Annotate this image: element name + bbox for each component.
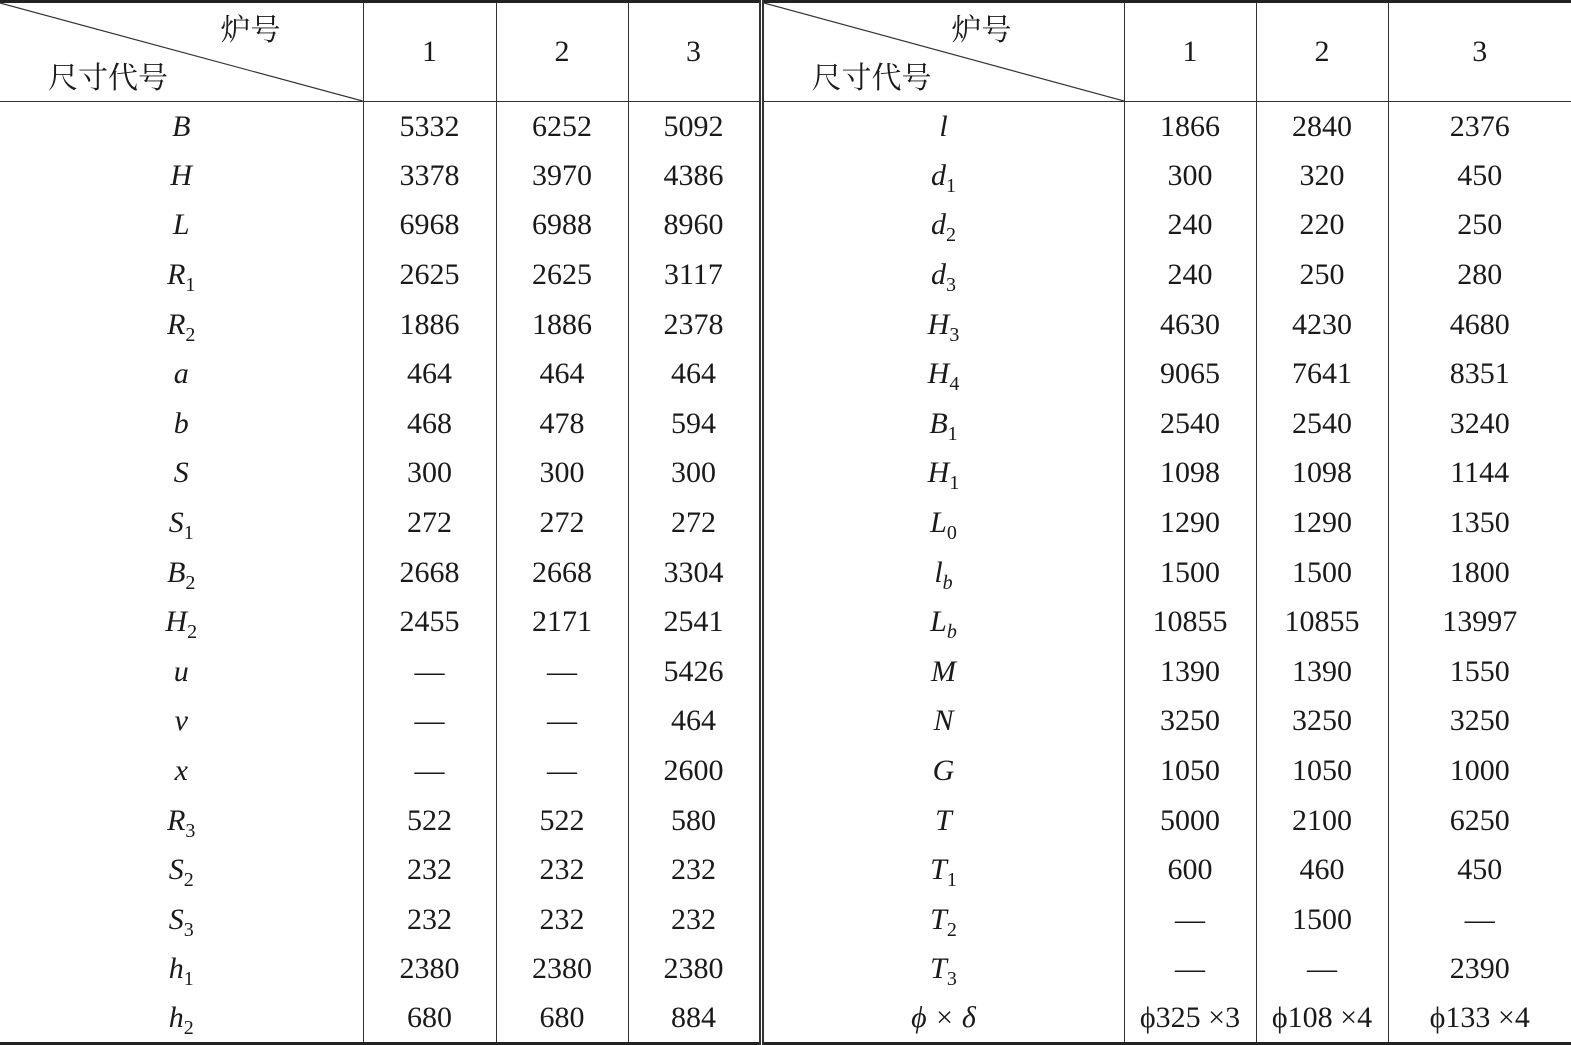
- furnace-3-value: 250: [1388, 201, 1571, 251]
- code-subscript: 2: [187, 621, 198, 644]
- furnace-2-value: 478: [496, 399, 628, 449]
- code-symbol: S: [168, 506, 184, 540]
- dimension-code-right: [761, 647, 1124, 697]
- dimension-code-left: [0, 300, 363, 350]
- code-subscript: 2: [946, 224, 956, 247]
- furnace-1-value: 1098: [1124, 449, 1256, 499]
- code-symbol: S: [173, 456, 189, 490]
- code-symbol: L: [930, 506, 947, 540]
- furnace-3-value: 232: [628, 845, 761, 895]
- furnace-1-value: 3250: [1124, 697, 1256, 747]
- dimension-code-left: [0, 746, 363, 796]
- dimension-code-right: [761, 597, 1124, 647]
- code-subscript: 3: [949, 323, 960, 346]
- furnace-3-value: —: [1388, 895, 1571, 945]
- furnace-2-value: 522: [496, 796, 628, 846]
- furnace-2-value: 1098: [1256, 449, 1388, 499]
- code-symbol: N: [933, 704, 954, 738]
- code-symbol: v: [174, 704, 188, 738]
- furnace-3-value: 280: [1388, 250, 1571, 300]
- furnace-3-value: 3250: [1388, 697, 1571, 747]
- dimension-code-left: [0, 845, 363, 895]
- furnace-3-value: 300: [628, 449, 761, 499]
- code-symbol: d: [931, 258, 946, 292]
- dimension-code-left: [0, 498, 363, 548]
- dimension-code-left: [0, 151, 363, 201]
- furnace-1-value: 680: [363, 994, 496, 1044]
- diagonal-header-right: [761, 2, 1124, 102]
- furnace-2-value: 3970: [496, 151, 628, 201]
- table-row: [0, 994, 1571, 1044]
- furnace-2-value: —: [496, 647, 628, 697]
- code-symbol: B: [172, 109, 191, 143]
- dimension-code-left: [0, 399, 363, 449]
- furnace-3-value: 464: [628, 349, 761, 399]
- header-row: [0, 2, 1571, 102]
- dimension-code-left: [0, 647, 363, 697]
- dimension-code-left: [0, 102, 363, 152]
- dimension-code-right: [761, 449, 1124, 499]
- furnace-label: 炉号: [951, 14, 1012, 47]
- dimension-code-left: [0, 349, 363, 399]
- furnace-2-header: 2: [1256, 2, 1388, 102]
- dimension-code-right: [761, 945, 1124, 995]
- code-subscript: 1: [947, 422, 958, 445]
- dimension-code-right: [761, 399, 1124, 449]
- furnace-3-header: 3: [628, 2, 761, 102]
- table-row: [0, 647, 1571, 697]
- furnace-3-value: 2376: [1388, 102, 1571, 152]
- dimension-code-label: 尺寸代号: [811, 62, 932, 95]
- furnace-1-value: 464: [363, 349, 496, 399]
- code-subscript: 3: [946, 274, 956, 297]
- dimension-code-right: [761, 201, 1124, 251]
- furnace-1-header: 1: [1124, 2, 1256, 102]
- furnace-1-value: —: [363, 746, 496, 796]
- dimension-code-right: [761, 895, 1124, 945]
- furnace-1-value: —: [363, 647, 496, 697]
- table-row: [0, 102, 1571, 152]
- furnace-2-value: 1886: [496, 300, 628, 350]
- code-symbol: L: [930, 605, 947, 639]
- code-symbol: T: [930, 853, 947, 887]
- furnace-2-value: 1390: [1256, 647, 1388, 697]
- furnace-1-value: 468: [363, 399, 496, 449]
- furnace-1-value: —: [1124, 945, 1256, 995]
- table-row: [0, 548, 1571, 598]
- table-row: [0, 399, 1571, 449]
- code-symbol: H: [170, 158, 193, 192]
- code-subscript: 2: [183, 1017, 194, 1040]
- code-symbol: L: [172, 208, 190, 242]
- table-row: [0, 895, 1571, 945]
- furnace-3-value: 8351: [1388, 349, 1571, 399]
- table-row: [0, 697, 1571, 747]
- furnace-3-value: 1800: [1388, 548, 1571, 598]
- furnace-2-value: 2625: [496, 250, 628, 300]
- dimension-code-left: [0, 449, 363, 499]
- table-row: [0, 151, 1571, 201]
- furnace-3-value: 3117: [628, 250, 761, 300]
- furnace-1-value: 4630: [1124, 300, 1256, 350]
- code-subscript: 2: [183, 869, 194, 892]
- furnace-3-value: 2380: [628, 945, 761, 995]
- table-row: [0, 845, 1571, 895]
- code-subscript: 3: [946, 968, 957, 991]
- dimension-code-left: [0, 945, 363, 995]
- furnace-1-value: 300: [1124, 151, 1256, 201]
- furnace-3-value: 5092: [628, 102, 761, 152]
- furnace-1-value: ϕ325 ×3: [1124, 994, 1256, 1044]
- furnace-2-value: 232: [496, 845, 628, 895]
- code-subscript: 1: [949, 472, 960, 495]
- furnace-3-value: 8960: [628, 201, 761, 251]
- furnace-2-value: 300: [496, 449, 628, 499]
- furnace-1-value: 2455: [363, 597, 496, 647]
- furnace-2-value: 2380: [496, 945, 628, 995]
- code-symbol: b: [173, 406, 189, 440]
- furnace-1-value: 2380: [363, 945, 496, 995]
- furnace-3-value: 1144: [1388, 449, 1571, 499]
- code-subscript: 3: [185, 819, 196, 842]
- code-symbol: d: [931, 158, 946, 192]
- furnace-2-value: 1500: [1256, 895, 1388, 945]
- code-symbol: h: [168, 1001, 184, 1035]
- code-symbol: G: [932, 754, 955, 788]
- furnace-1-value: 232: [363, 895, 496, 945]
- furnace-3-value: 3240: [1388, 399, 1571, 449]
- dimension-code-left: [0, 895, 363, 945]
- furnace-1-value: 300: [363, 449, 496, 499]
- code-subscript: 1: [946, 869, 957, 892]
- table-row: [0, 746, 1571, 796]
- code-subscript: 1: [183, 522, 194, 545]
- table-row: [0, 349, 1571, 399]
- furnace-3-value: 5426: [628, 647, 761, 697]
- furnace-1-value: 272: [363, 498, 496, 548]
- furnace-3-value: 450: [1388, 845, 1571, 895]
- code-symbol: h: [168, 952, 184, 986]
- furnace-2-value: 6252: [496, 102, 628, 152]
- furnace-3-value: 1350: [1388, 498, 1571, 548]
- furnace-3-value: 580: [628, 796, 761, 846]
- furnace-2-value: 320: [1256, 151, 1388, 201]
- code-symbol: T: [930, 952, 947, 986]
- dimension-code-right: [761, 548, 1124, 598]
- dimension-code-right: [761, 845, 1124, 895]
- dimension-code-right: [761, 746, 1124, 796]
- code-symbol: R: [167, 258, 186, 292]
- table-row: [0, 250, 1571, 300]
- furnace-1-value: —: [1124, 895, 1256, 945]
- furnace-2-value: 4230: [1256, 300, 1388, 350]
- dimension-code-right: [761, 498, 1124, 548]
- code-symbol: a: [173, 357, 189, 391]
- furnace-1-value: 1290: [1124, 498, 1256, 548]
- dimension-code-right: [761, 697, 1124, 747]
- furnace-1-header: 1: [363, 2, 496, 102]
- dimension-code-left: [0, 994, 363, 1044]
- furnace-2-value: 232: [496, 895, 628, 945]
- furnace-3-value: 6250: [1388, 796, 1571, 846]
- furnace-3-value: 3304: [628, 548, 761, 598]
- furnace-2-value: 1500: [1256, 548, 1388, 598]
- furnace-1-value: 10855: [1124, 597, 1256, 647]
- code-symbol: H: [927, 307, 950, 341]
- furnace-2-value: 460: [1256, 845, 1388, 895]
- furnace-3-value: 450: [1388, 151, 1571, 201]
- furnace-3-value: 272: [628, 498, 761, 548]
- code-symbol: R: [167, 307, 186, 341]
- dimension-code-right: [761, 300, 1124, 350]
- furnace-2-value: 1050: [1256, 746, 1388, 796]
- furnace-3-value: 2600: [628, 746, 761, 796]
- code-symbol: T: [935, 803, 952, 837]
- furnace-1-value: 522: [363, 796, 496, 846]
- furnace-label: 炉号: [220, 14, 281, 47]
- furnace-1-value: 5000: [1124, 796, 1256, 846]
- code-symbol: x: [174, 754, 188, 788]
- furnace-1-value: —: [363, 697, 496, 747]
- furnace-3-value: 1000: [1388, 746, 1571, 796]
- dimension-code-left: [0, 548, 363, 598]
- furnace-2-value: 2540: [1256, 399, 1388, 449]
- furnace-1-value: 2668: [363, 548, 496, 598]
- furnace-2-header: 2: [496, 2, 628, 102]
- code-symbol: S: [168, 853, 184, 887]
- furnace-2-value: 10855: [1256, 597, 1388, 647]
- furnace-2-value: 6988: [496, 201, 628, 251]
- table-row: [0, 300, 1571, 350]
- furnace-3-value: 13997: [1388, 597, 1571, 647]
- furnace-2-value: 250: [1256, 250, 1388, 300]
- code-symbol: d: [931, 208, 946, 242]
- furnace-2-value: —: [496, 746, 628, 796]
- dimension-code-right: [761, 796, 1124, 846]
- furnace-1-value: 1886: [363, 300, 496, 350]
- furnace-1-value: 240: [1124, 201, 1256, 251]
- table-row: [0, 498, 1571, 548]
- code-symbol: B: [167, 555, 186, 589]
- furnace-2-value: 3250: [1256, 697, 1388, 747]
- furnace-2-value: ϕ108 ×4: [1256, 994, 1388, 1044]
- furnace-1-value: 6968: [363, 201, 496, 251]
- code-subscript: 4: [949, 373, 960, 396]
- table-row: [0, 201, 1571, 251]
- code-subscript: 2: [946, 918, 957, 941]
- furnace-2-value: 220: [1256, 201, 1388, 251]
- dimension-code-left: [0, 250, 363, 300]
- furnace-2-value: 1290: [1256, 498, 1388, 548]
- furnace-3-value: 594: [628, 399, 761, 449]
- furnace-1-value: 1500: [1124, 548, 1256, 598]
- code-symbol: ϕ × δ: [911, 1001, 976, 1035]
- furnace-2-value: 2840: [1256, 102, 1388, 152]
- furnace-1-value: 1050: [1124, 746, 1256, 796]
- furnace-1-value: 5332: [363, 102, 496, 152]
- dimension-code-right: [761, 151, 1124, 201]
- furnace-2-value: 2171: [496, 597, 628, 647]
- dimension-code-left: [0, 201, 363, 251]
- furnace-3-value: 2541: [628, 597, 761, 647]
- dimension-code-right: [761, 994, 1124, 1044]
- furnace-3-value: 2378: [628, 300, 761, 350]
- furnace-3-value: 232: [628, 895, 761, 945]
- code-subscript: b: [942, 571, 953, 594]
- code-subscript: 1: [946, 174, 956, 197]
- code-subscript: 1: [185, 274, 196, 297]
- furnace-1-value: 1390: [1124, 647, 1256, 697]
- dimension-code-label: 尺寸代号: [48, 62, 168, 95]
- furnace-3-value: ϕ133 ×4: [1388, 994, 1571, 1044]
- furnace-3-header: 3: [1388, 2, 1571, 102]
- table-row: [0, 597, 1571, 647]
- furnace-1-value: 1866: [1124, 102, 1256, 152]
- code-symbol: H: [927, 456, 950, 490]
- code-subscript: 0: [946, 522, 957, 545]
- code-symbol: S: [168, 902, 184, 936]
- furnace-2-value: 272: [496, 498, 628, 548]
- furnace-1-value: 9065: [1124, 349, 1256, 399]
- code-symbol: l: [939, 109, 948, 143]
- code-subscript: 2: [185, 323, 196, 346]
- dimension-code-right: [761, 349, 1124, 399]
- code-symbol: H: [165, 605, 188, 639]
- code-symbol: R: [167, 803, 186, 837]
- code-subscript: 1: [183, 968, 194, 991]
- code-subscript: b: [946, 621, 957, 644]
- dimension-code-left: [0, 697, 363, 747]
- code-symbol: M: [931, 654, 956, 688]
- code-symbol: T: [930, 902, 947, 936]
- diagonal-header-left: [0, 2, 363, 102]
- furnace-1-value: 240: [1124, 250, 1256, 300]
- code-subscript: 2: [185, 571, 196, 594]
- furnace-3-value: 464: [628, 697, 761, 747]
- dimension-code-left: [0, 597, 363, 647]
- furnace-2-value: —: [1256, 945, 1388, 995]
- furnace-2-value: —: [496, 697, 628, 747]
- code-symbol: l: [934, 555, 943, 589]
- furnace-1-value: 600: [1124, 845, 1256, 895]
- furnace-2-value: 464: [496, 349, 628, 399]
- code-symbol: H: [927, 357, 950, 391]
- code-subscript: 3: [183, 918, 194, 941]
- table-row: [0, 945, 1571, 995]
- furnace-3-value: 4680: [1388, 300, 1571, 350]
- furnace-2-value: 2100: [1256, 796, 1388, 846]
- furnace-2-value: 7641: [1256, 349, 1388, 399]
- furnace-1-value: 2540: [1124, 399, 1256, 449]
- dimension-code-left: [0, 796, 363, 846]
- code-symbol: B: [929, 406, 948, 440]
- table-row: [0, 796, 1571, 846]
- dimension-code-right: [761, 102, 1124, 152]
- furnace-3-value: 4386: [628, 151, 761, 201]
- furnace-1-value: 3378: [363, 151, 496, 201]
- code-symbol: u: [173, 654, 189, 688]
- furnace-3-value: 1550: [1388, 647, 1571, 697]
- dimension-code-right: [761, 250, 1124, 300]
- furnace-2-value: 2668: [496, 548, 628, 598]
- table-row: [0, 449, 1571, 499]
- furnace-3-value: 2390: [1388, 945, 1571, 995]
- furnace-3-value: 884: [628, 994, 761, 1044]
- furnace-2-value: 680: [496, 994, 628, 1044]
- furnace-1-value: 2625: [363, 250, 496, 300]
- furnace-1-value: 232: [363, 845, 496, 895]
